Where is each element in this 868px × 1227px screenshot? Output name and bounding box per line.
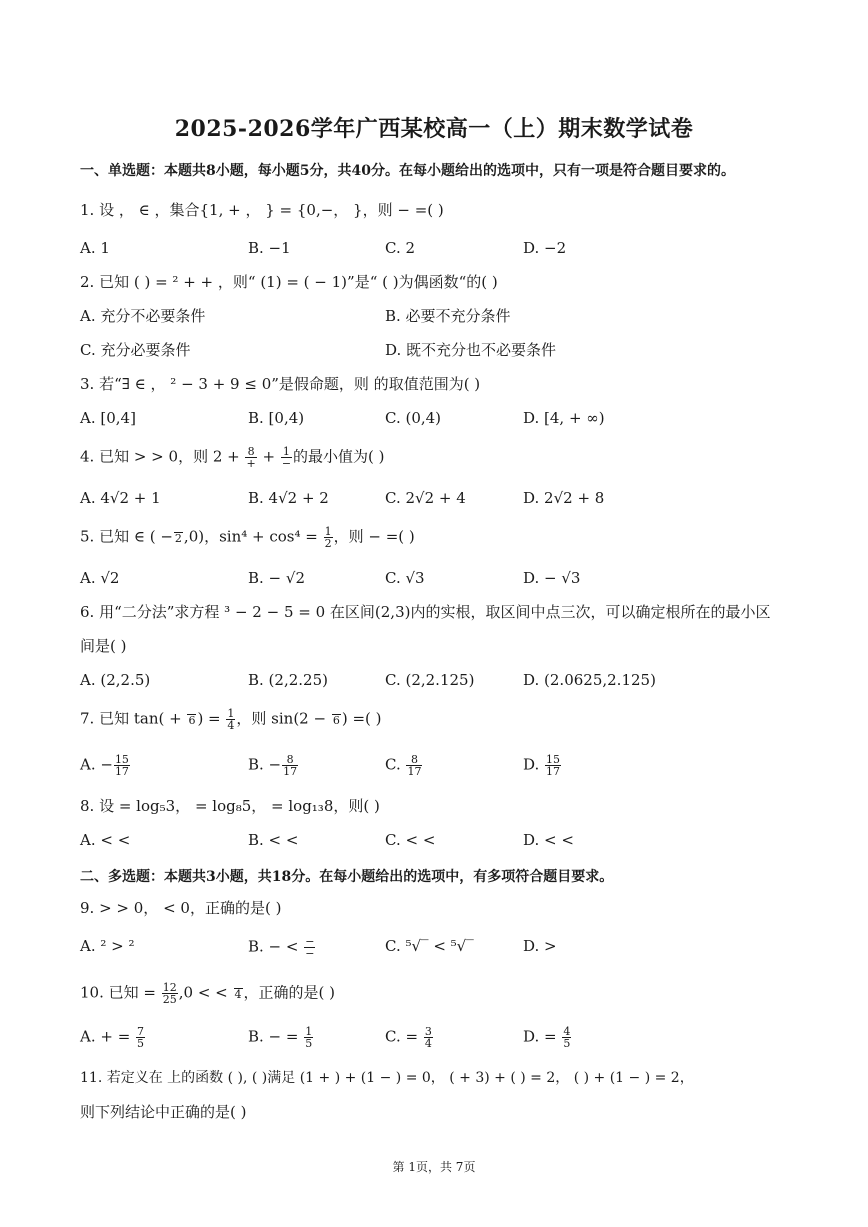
exam-title: 2025-2026学年广西某校高一（上）期末数学试卷 (174, 116, 694, 142)
question-4-option-d: D. 2√2 + 8 (523, 489, 605, 507)
question-6-option-d: D. (2.0625,2.125) (523, 671, 656, 689)
question-3-option-d: D. [4, + ∞) (523, 409, 605, 427)
question-7-options (80, 754, 800, 778)
question-6-options (80, 670, 800, 694)
question-10-option-d-fraction: $\frac{4}{5}$ (563, 1025, 571, 1050)
question-4-option-a: A. 4√2 + 1 (80, 489, 161, 507)
question-5-text-mid: ,0)，sin⁴ + cos⁴ = (183, 527, 323, 546)
question-4-stem (80, 446, 810, 469)
question-10-option-c-fraction: $\frac{3}{4}$ (424, 1025, 432, 1050)
question-6-option-b: B. (2,2.25) (248, 671, 328, 689)
question-5-text-post: ，则 − =( ) (333, 527, 415, 546)
question-10-fraction-1: $\frac{12}{25}$ (162, 981, 177, 1006)
question-4-text-pre: 4. 已知 > > 0，则 2 + (80, 447, 245, 466)
question-5-option-d: D. − √3 (523, 569, 581, 587)
question-4-fraction-2: $\frac{1}{-}$ (281, 445, 292, 470)
question-7-option-c: C. $\frac{8}{17}$ (385, 753, 422, 778)
question-5-option-a: A. √2 (80, 569, 120, 587)
question-7-text-mid2: ，则 sin(2 − (236, 709, 331, 728)
question-4-text-post: 的最小值为( ) (293, 447, 385, 466)
question-3-stem: 3. 若“∃ ∈ ， ² − 3 + 9 ≤ 0”是假命题，则 的取值范围为( ) (80, 375, 481, 393)
question-10-option-b: B. − = $\frac{1}{5}$ (248, 1025, 313, 1050)
question-2-option-d: D. 既不充分也不必要条件 (385, 341, 557, 359)
question-9-options (80, 936, 800, 960)
question-8-option-b: B. < < (248, 831, 299, 849)
question-7-option-d-fraction: $\frac{15}{17}$ (546, 753, 561, 778)
question-5-fraction-2: $\frac{1}{2}$ (324, 525, 332, 550)
question-2-option-c: C. 充分必要条件 (80, 341, 191, 359)
question-5-option-c: C. √3 (385, 569, 425, 587)
question-8-option-d: D. < < (523, 831, 574, 849)
question-5-option-b: B. − √2 (248, 569, 305, 587)
question-9-option-c: C. ⁵√‾ < ⁵√‾ (385, 937, 474, 955)
question-1-option-b: B. −1 (248, 239, 291, 257)
question-5-text-pre: 5. 已知 ∈ ( − (80, 527, 173, 546)
question-8-option-c: C. < < (385, 831, 436, 849)
question-2-options-row1 (80, 306, 800, 330)
question-6-option-a: A. (2,2.5) (80, 671, 151, 689)
question-1-option-c: C. 2 (385, 239, 416, 257)
question-10-text-post1: ,0 < < (178, 983, 233, 1002)
question-7-option-a: A. − $\frac{15}{17}$ (80, 753, 129, 778)
question-4-options (80, 488, 800, 512)
question-10-option-d: D. = $\frac{4}{5}$ (523, 1025, 571, 1050)
question-5-options (80, 568, 800, 592)
question-2-option-a: A. 充分不必要条件 (80, 307, 206, 325)
question-2-option-b: B. 必要不充分条件 (385, 307, 511, 325)
question-3-option-b: B. [0,4) (248, 409, 305, 427)
question-10-text-post2: ，正确的是( ) (243, 983, 335, 1002)
question-7-stem (80, 708, 810, 731)
question-7-option-b: B. − $\frac{8}{17}$ (248, 753, 298, 778)
section-single-choice-header: 一、单选题：本题共8小题，每小题5分，共40分。在每小题给出的选项中，只有一项是符合题目要求的。 (80, 163, 735, 179)
question-10-option-a-fraction: $\frac{7}{5}$ (137, 1025, 145, 1050)
question-10-stem (80, 982, 810, 1005)
question-10-options (80, 1026, 800, 1050)
question-4-option-c: C. 2√2 + 4 (385, 489, 466, 507)
question-4-option-b: B. 4√2 + 2 (248, 489, 329, 507)
question-1-stem: 1. 设 ， ∈ ，集合{1, + ， } = {0,−， }，则 − =( ) (80, 201, 444, 219)
question-9-option-d: D. > (523, 937, 557, 955)
question-2-options-row2 (80, 340, 800, 364)
question-4-text-mid: + (257, 447, 280, 466)
question-7-text-post: ) =( ) (341, 709, 382, 728)
question-6-stem-line2: 间是( ) (80, 637, 127, 655)
question-8-options (80, 830, 800, 854)
question-10-option-a: A. + = $\frac{7}{5}$ (80, 1025, 145, 1050)
question-7-option-d: D. $\frac{15}{17}$ (523, 753, 561, 778)
question-7-option-b-fraction: $\frac{8}{17}$ (283, 753, 298, 778)
question-9-stem: 9. > > 0， < 0，正确的是( ) (80, 899, 282, 917)
question-9-option-b-fraction: $\frac{-}{-}$ (305, 935, 315, 960)
question-5-fraction-1: 2 (174, 531, 182, 545)
question-1-options (80, 238, 800, 262)
question-8-option-a: A. < < (80, 831, 131, 849)
question-9-option-a: A. ² > ² (80, 937, 135, 955)
question-11-stem-line2: 则下列结论中正确的是( ) (80, 1103, 247, 1121)
question-3-option-a: A. [0,4] (80, 409, 136, 427)
question-8-stem: 8. 设 = log₅3， = log₈5， = log₁₃8，则( ) (80, 797, 380, 815)
question-9-option-b: B. − < $\frac{-}{-}$ (248, 935, 315, 960)
question-3-options (80, 408, 800, 432)
question-10-option-c: C. = $\frac{3}{4}$ (385, 1025, 432, 1050)
question-7-text-pre: 7. 已知 tan( + (80, 709, 187, 728)
question-4-fraction-1: $\frac{8}{+}$ (246, 445, 256, 470)
question-3-option-c: C. (0,4) (385, 409, 442, 427)
page-footer: 第 1页，共 7页 (392, 1160, 476, 1174)
section-multiple-choice-header: 二、多选题：本题共3小题，共18分。在每小题给出的选项中，有多项符合题目要求。 (80, 869, 614, 885)
question-1-option-d: D. −2 (523, 239, 567, 257)
question-7-option-a-fraction: $\frac{15}{17}$ (114, 753, 129, 778)
question-6-stem-line1: 6. 用“二分法”求方程 ³ − 2 − 5 = 0 在区间(2,3)内的实根，取区间中点三次，可以确定根所在的最小区 (80, 603, 771, 621)
question-10-text-pre: 10. 已知 = (80, 983, 161, 1002)
question-11-stem-line1: 11. 若定义在 上的函数 ( ), ( )满足 (1 + ) + (1 − ) = 0， ( + 3) + ( ) = 2， ( ) + (1 − ) = 2， (80, 1070, 694, 1086)
question-7-fraction-3: 6 (332, 713, 340, 727)
question-7-fraction-1: 6 (188, 713, 196, 727)
question-7-option-c-fraction: $\frac{8}{17}$ (407, 753, 422, 778)
question-6-option-c: C. (2,2.125) (385, 671, 475, 689)
question-10-option-b-fraction: $\frac{1}{5}$ (305, 1025, 313, 1050)
question-1-option-a: A. 1 (80, 239, 110, 257)
question-7-text-mid: ) = (197, 709, 226, 728)
question-5-stem (80, 526, 810, 549)
question-7-fraction-2: $\frac{1}{4}$ (227, 707, 235, 732)
question-10-fraction-2: 4 (234, 987, 242, 1001)
question-2-stem: 2. 已知 ( ) = ² + + ，则“ (1) = ( − 1)”是“ ( )为偶函数“的( ) (80, 273, 498, 291)
